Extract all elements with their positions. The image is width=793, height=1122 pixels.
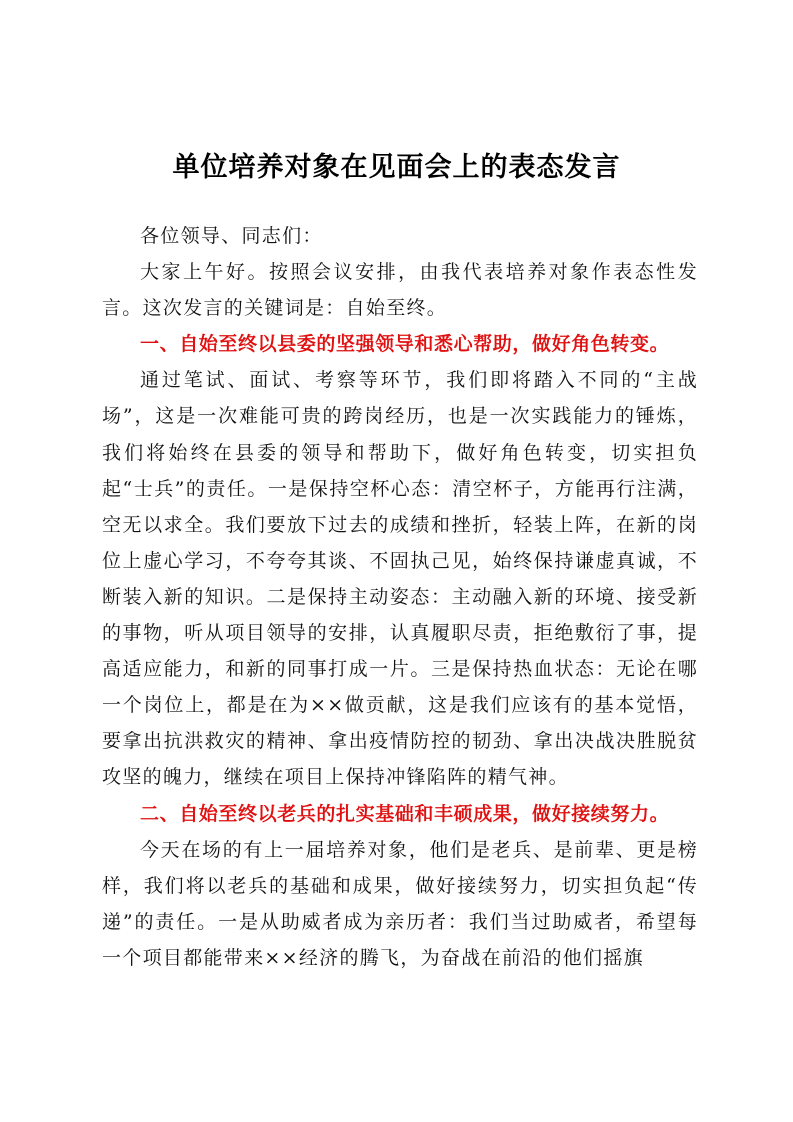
- section-paragraph-2: 今天在场的有上一届培养对象，他们是老兵、是前辈、更是榜样，我们将以老兵的基础和成果，做好接续努力，切实担负起“传递”的责任。一是从助威者成为亲历者：我们当过助威者，希望每一个项目都能带来××经济的腾飞，为奋战在前沿的他们摇旗: [102, 838, 698, 969]
- intro-paragraph: 大家上午好。按照会议安排，由我代表培养对象作表态性发言。这次发言的关键词是：自始至终。: [102, 261, 698, 320]
- document-body: [102, 218, 698, 976]
- salutation: 各位领导、同志们：: [140, 225, 323, 247]
- section-heading-1: 一、自始至终以县委的坚强领导和悉心帮助，做好角色转变。: [140, 333, 670, 356]
- section-paragraph-1: 通过笔试、面试、考察等环节，我们即将踏入不同的“主战场”，这是一次难能可贵的跨岗经历，也是一次实践能力的锤炼，我们将始终在县委的领导和帮助下，做好角色转变，切实担负起“士兵”的责任。一是保持空杯心态：清空杯子，方能再行注满，空无以求全。我们要放下过去的成绩和挫折，轻装上阵，在新的岗位上虚心学习，不夸夸其谈、不固执己见，始终保持谦虚真诚，不断装入新的知识。二是保持主动姿态：主动融入新的环境、接受新的事物，听从项目领导的安排，认真履职尽责，拒绝敷衍了事，提高适应能力，和新的同事打成一片。三是保持热血状态：无论在哪一个岗位上，都是在为××做贡献，这是我们应该有的基本觉悟，要拿出抗洪救灾的精神、拿出疫情防控的韧劲、拿出决战决胜脱贫攻坚的魄力，继续在项目上保持冲锋陷阵的精气神。: [102, 369, 698, 789]
- section-heading-2: 二、自始至终以老兵的扎实基础和丰硕成果，做好接续努力。: [140, 802, 670, 825]
- document-title: 单位培养对象在见面会上的表态发言: [172, 152, 621, 183]
